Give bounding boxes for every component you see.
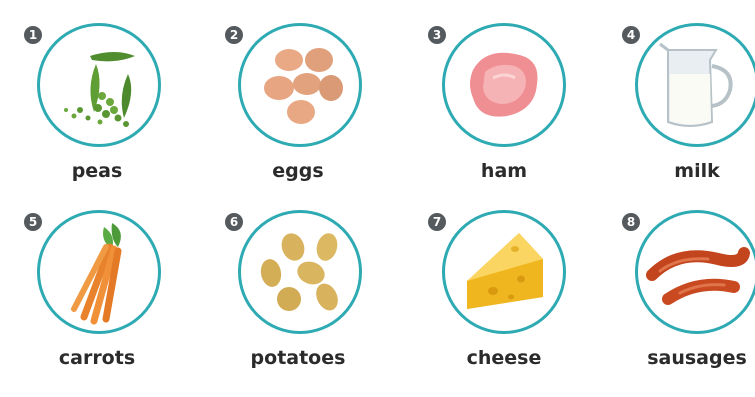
- cheese-icon: [445, 213, 563, 331]
- food-label: potatoes: [250, 347, 346, 369]
- item-number-badge: 6: [225, 213, 243, 231]
- potatoes-icon: [241, 213, 359, 331]
- item-number-badge: 1: [24, 26, 42, 44]
- food-image-circle: [238, 210, 362, 334]
- item-number-badge: 4: [622, 26, 640, 44]
- food-card-milk: [580, 20, 755, 210]
- food-image-circle: [238, 23, 362, 147]
- eggs-icon: [241, 26, 359, 144]
- food-image-circle: [37, 23, 161, 147]
- food-label: sausages: [647, 347, 747, 369]
- food-card-ham: [390, 20, 580, 210]
- food-image-circle: [635, 23, 755, 147]
- food-image-circle: [442, 210, 566, 334]
- milk-jug-icon: [638, 26, 755, 144]
- food-card-cheese: [390, 207, 580, 397]
- peas-icon: [40, 26, 158, 144]
- item-number-badge: 2: [225, 26, 243, 44]
- item-number-badge: 8: [622, 213, 640, 231]
- food-image-circle: [635, 210, 755, 334]
- food-label: eggs: [272, 160, 324, 182]
- food-card-sausages: [580, 207, 755, 397]
- food-label: milk: [674, 160, 720, 182]
- food-label: cheese: [466, 347, 542, 369]
- item-number-badge: 3: [428, 26, 446, 44]
- food-card-carrots: [12, 207, 202, 397]
- food-image-circle: [37, 210, 161, 334]
- food-label: peas: [71, 160, 123, 182]
- food-card-peas: [12, 20, 202, 210]
- food-card-potatoes: [200, 207, 390, 397]
- carrots-icon: [40, 213, 158, 331]
- food-card-eggs: [200, 20, 390, 210]
- food-image-circle: [442, 23, 566, 147]
- food-label: ham: [480, 160, 528, 182]
- item-number-badge: 5: [24, 213, 42, 231]
- ham-icon: [445, 26, 563, 144]
- item-number-badge: 7: [428, 213, 446, 231]
- food-label: carrots: [58, 347, 136, 369]
- sausages-icon: [638, 213, 755, 331]
